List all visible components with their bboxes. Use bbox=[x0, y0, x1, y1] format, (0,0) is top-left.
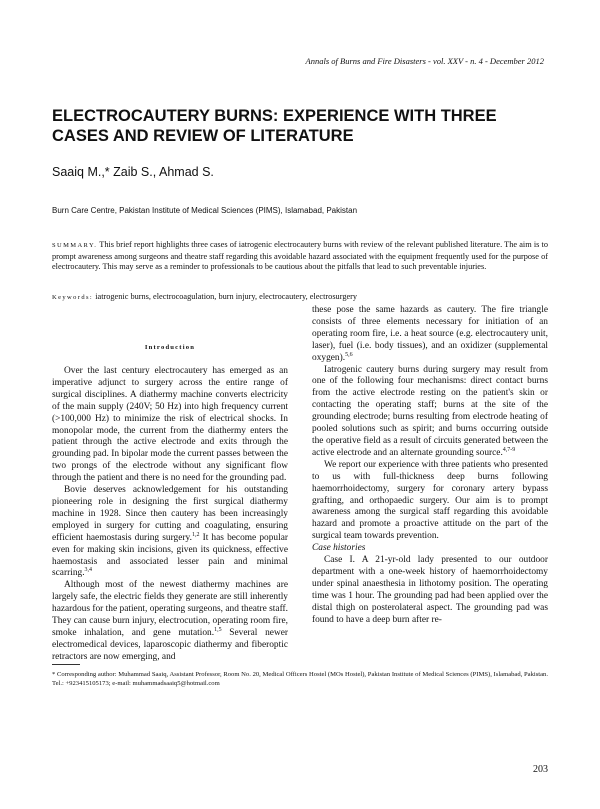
footnote: * Corresponding author: Muhammad Saaiq, Assistant Professor, Room No. 20, Medical Officers Hostel (MOs Hostel), Pakistan Institute of Medical Sciences (PIMS), Islamabad, Pakistan. Tel.: +923415105173; e-mail: muhammadsaaiq5@hotmail.com bbox=[52, 671, 548, 687]
paragraph: these pose the same hazards as cautery. The fire triangle consists of three elements necessary for initiation of an operating room fire, i.e. a heat source (e.g. electrocautery unit, laser), fuel (i.e. body tissues), and an oxidizer (supplemental oxygen).$^{5,6}$ bbox=[312, 305, 548, 363]
section-heading-case-histories: Case histories bbox=[312, 543, 366, 554]
paragraph: Although most of the newest diathermy machines are largely safe, the electric fields they generate are still inherently hazardous for the patient, operating surgeons, and theatre staff. They can cause burn injury, electrocution, operating room fire, smoke inhalation, and gene mutation.$^{1,5}$ Several newer electromedical devices, laparoscopic diathermy and fiberoptic retractors are now emerging, and bbox=[52, 580, 288, 662]
summary-text: This brief report highlights three cases of iatrogenic electrocautery burns with review of the relevant published literature. The aim is to prompt awareness among surgeons and theatre staff regarding this avoidable hazard associated with the equipment frequently used for the purpose of electrocautery. This may serve as a reminder to professionals to be cautious about the pitfalls that lead to such preventable injuries. bbox=[52, 240, 548, 272]
keywords-label: Keywords: bbox=[52, 294, 94, 301]
summary-label: SUMMARY. bbox=[52, 242, 98, 249]
journal-header: Annals of Burns and Fire Disasters - vol. XXV - n. 4 - December 2012 bbox=[305, 56, 544, 66]
paragraph: Over the last century electrocautery has emerged as an imperative adjunct to surgery across the entire range of surgical disciplines. A diathermy machine converts electricity of the main supply (240V; 50 Hz) into high frequency current (>100,000 Hz) to minimize the risk of electrical shocks. In monopolar mode, the current from the diathermy enters the patient through the active electrode and exits through the grounding pad. In bipolar mode the current passes between the two prongs of the electrode without any significant flow through the patient and there is no need for the grounding pad. bbox=[52, 366, 288, 484]
citation: 4,7-9 bbox=[502, 446, 516, 453]
affiliation: Burn Care Centre, Pakistan Institute of Medical Sciences (PIMS), Islamabad, Pakistan bbox=[52, 206, 358, 215]
paragraph: We report our experience with three patients who presented to us with full-thickness deep burns following haemorrhoidectomy, surgery for coronary artery bypass grafting, and orthopaedic surgery. Our aim is to prompt awareness among the surgical staff regarding this avoidable hazard and promote a proactive attitude on the part of the surgical team towards prevention. bbox=[312, 459, 548, 542]
article-title: ELECTROCAUTERY BURNS: EXPERIENCE WITH THREE CASES AND REVIEW OF LITERATURE bbox=[52, 107, 497, 145]
right-column bbox=[312, 305, 548, 626]
page-number: 203 bbox=[533, 764, 548, 775]
paragraph: Iatrogenic cautery burns during surgery may result from one of the following four mechanisms: direct contact burns from the active electrode resting on the patient's skin or contacting the operating staff; burns at the site of the grounding electrode; burns resulting from electrode heating of pooled solutions such as spirit; and burns occurring outside the operative field as a result of circuits generated between the active electrode and an alternate grounding source.$^{4,7-9}$ bbox=[312, 364, 548, 458]
citation: 3,4 bbox=[84, 567, 93, 574]
paragraph: Bovie deserves acknowledgement for his outstanding pioneering role in designing the first surgical diathermy machine in 1928. Since then cautery has been increasingly employed in surgery for cutting and coagulating, ensuring efficient haemostasis during surgery.$^{1,2}$ It has become popular even for making skin incisions, given its quickness, effective haemostasis and associated lesser pain and minimal scarring.$^{3,4}$ bbox=[52, 485, 288, 579]
section-heading-introduction: Introduction bbox=[144, 344, 196, 351]
keywords-text: iatrogenic burns, electrocoagulation, burn injury, electrocautery, electrosurgery bbox=[95, 292, 358, 301]
citation: 1,2 bbox=[191, 531, 200, 538]
footnote-rule bbox=[52, 664, 80, 665]
keywords bbox=[52, 292, 548, 301]
summary bbox=[52, 240, 548, 273]
left-column bbox=[52, 366, 288, 664]
authors: Saaiq M.,* Zaib S., Ahmad S. bbox=[52, 165, 214, 179]
citation: 5,6 bbox=[345, 351, 353, 358]
citation: 1,5 bbox=[214, 626, 222, 633]
paragraph: Case I. A 21-yr-old lady presented to our outdoor department with a one-week history of haemorrhoidectomy under spinal anaesthesia in lithotomy position. The operating time was 1 hour. The grounding pad had been applied over the distal thigh on posterolateral aspect. The grounding pad was found to have a deep burn after re- bbox=[312, 555, 548, 625]
